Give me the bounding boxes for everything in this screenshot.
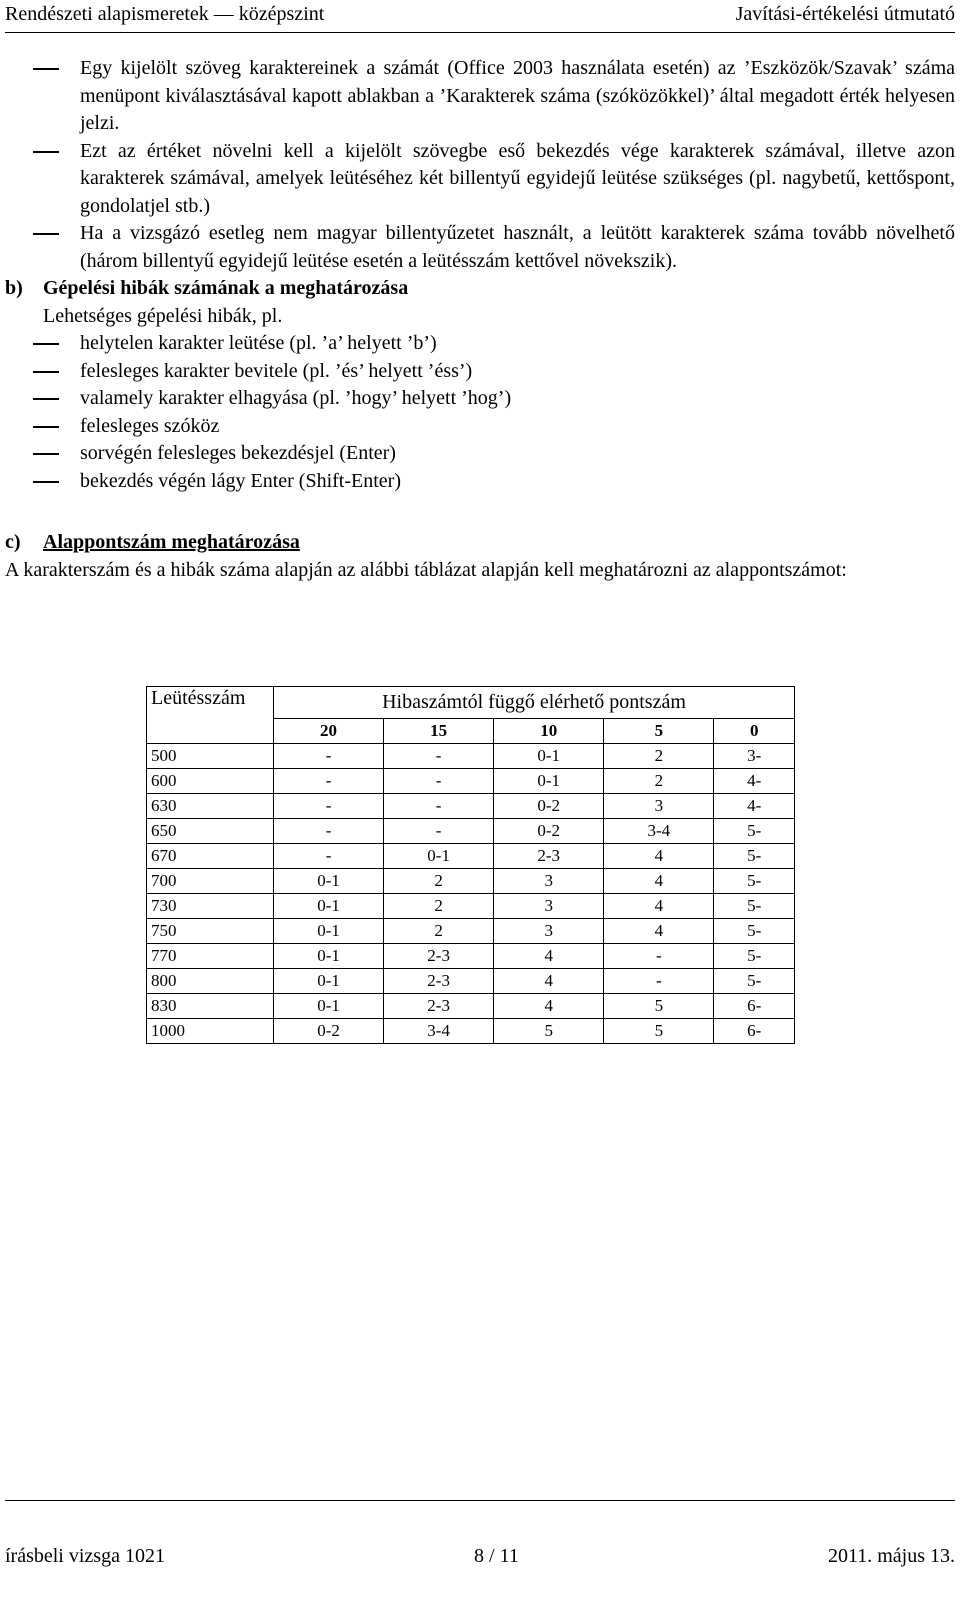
error-header: 10	[494, 719, 604, 744]
score-cell: 5-	[714, 869, 795, 894]
score-cell: 5	[494, 1019, 604, 1044]
table-row	[147, 1019, 795, 1044]
score-cell: 4	[604, 919, 714, 944]
score-cell: -	[604, 969, 714, 994]
intro-item: Egy kijelölt szöveg karaktereinek a számát (Office 2003 használata esetén) az ’Eszközök/Szavak’ száma menüpont kiválasztásával kapott ablakban a ’Karakterek száma (szóközökkel)’ által megadott érték helyesen jelzi.	[5, 55, 955, 138]
page-content	[5, 55, 955, 584]
score-cell: 0-2	[494, 794, 604, 819]
score-cell: -	[384, 794, 494, 819]
table-row	[147, 819, 795, 844]
score-cell: 0-1	[274, 994, 384, 1019]
keystroke-cell: 730	[147, 894, 274, 919]
header-left: Rendészeti alapismeretek — középszint	[5, 3, 325, 25]
table-row	[147, 919, 795, 944]
score-cell: -	[274, 844, 384, 869]
score-cell: 3-4	[384, 1019, 494, 1044]
score-cell: -	[274, 819, 384, 844]
score-cell: 0-1	[274, 869, 384, 894]
score-cell: -	[604, 944, 714, 969]
score-cell: 4	[494, 969, 604, 994]
score-cell: 2	[604, 744, 714, 769]
score-cell: 2	[384, 869, 494, 894]
typo-item: sorvégén felesleges bekezdésjel (Enter)	[5, 440, 955, 468]
keystroke-cell: 750	[147, 919, 274, 944]
score-cell: 0-1	[274, 894, 384, 919]
intro-item: Ezt az értéket növelni kell a kijelölt szövegbe eső bekezdés vége karakterek számával, illetve azon karakterek számával, amelyek leütéséhez két billentyű egyidejű leütése szükséges (pl. nagybetű, kettőspont, gondolatjel stb.)	[5, 138, 955, 221]
score-cell: 4-	[714, 769, 795, 794]
score-cell: 2	[604, 769, 714, 794]
keystroke-cell: 770	[147, 944, 274, 969]
section-c-heading	[5, 529, 955, 557]
score-cell: 0-1	[494, 744, 604, 769]
score-cell: -	[384, 819, 494, 844]
error-header: 5	[604, 719, 714, 744]
table-row	[147, 994, 795, 1019]
table-row	[147, 944, 795, 969]
score-cell: 3	[494, 894, 604, 919]
score-cell: -	[274, 744, 384, 769]
section-c-text: A karakterszám és a hibák száma alapján az alábbi táblázat alapján kell meghatározni az alappontszámot:	[5, 558, 847, 581]
keystroke-cell: 1000	[147, 1019, 274, 1044]
keystroke-cell: 670	[147, 844, 274, 869]
score-cell: 5	[604, 1019, 714, 1044]
table-row	[147, 794, 795, 819]
typo-item: helytelen karakter leütése (pl. ’a’ helyett ’b’)	[5, 330, 955, 358]
score-cell: 6-	[714, 994, 795, 1019]
typo-item: valamely karakter elhagyása (pl. ’hogy’ helyett ’hog’)	[5, 385, 955, 413]
score-cell: -	[384, 744, 494, 769]
table-row	[147, 894, 795, 919]
score-cell: -	[384, 769, 494, 794]
score-table	[146, 686, 795, 1044]
score-cell: 2-3	[384, 994, 494, 1019]
section-b-heading	[5, 275, 955, 303]
typo-item: felesleges szóköz	[5, 413, 955, 441]
score-cell: 4	[494, 944, 604, 969]
keystroke-cell: 800	[147, 969, 274, 994]
score-cell: 2	[384, 919, 494, 944]
section-b-title: Gépelési hibák számának a meghatározása	[43, 277, 409, 299]
score-cell: 5-	[714, 944, 795, 969]
table-row	[147, 869, 795, 894]
page-footer	[5, 1500, 955, 1568]
footer-page-number: 8 / 11	[474, 1545, 519, 1567]
page-header	[5, 0, 955, 33]
keystroke-cell: 700	[147, 869, 274, 894]
score-cell: -	[274, 794, 384, 819]
score-cell: 2-3	[384, 969, 494, 994]
score-cell: 2	[384, 894, 494, 919]
score-cell: 5	[604, 994, 714, 1019]
score-cell: -	[274, 769, 384, 794]
keystroke-cell: 830	[147, 994, 274, 1019]
score-cell: 3	[604, 794, 714, 819]
score-cell: 0-1	[274, 919, 384, 944]
section-c-title: Alappontszám meghatározása	[43, 531, 300, 553]
score-cell: 6-	[714, 1019, 795, 1044]
table-row	[147, 744, 795, 769]
typo-item: bekezdés végén lágy Enter (Shift-Enter)	[5, 468, 955, 496]
keystroke-cell: 500	[147, 744, 274, 769]
col-header-keystrokes: Leütésszám	[147, 687, 274, 744]
score-cell: 3-	[714, 744, 795, 769]
keystroke-cell: 630	[147, 794, 274, 819]
col-header-group: Hibaszámtól függő elérhető pontszám	[274, 687, 795, 719]
error-header: 0	[714, 719, 795, 744]
score-cell: 0-2	[274, 1019, 384, 1044]
section-b-intro: Lehetséges gépelési hibák, pl.	[43, 304, 283, 327]
score-cell: 3	[494, 869, 604, 894]
table-row	[147, 769, 795, 794]
keystroke-cell: 650	[147, 819, 274, 844]
table-row	[147, 969, 795, 994]
score-cell: 5-	[714, 919, 795, 944]
header-right: Javítási-értékelési útmutató	[735, 3, 955, 25]
keystroke-cell: 600	[147, 769, 274, 794]
score-cell: 2-3	[384, 944, 494, 969]
score-cell: 4	[494, 994, 604, 1019]
table-row	[147, 844, 795, 869]
score-cell: 0-2	[494, 819, 604, 844]
section-c-letter: c)	[5, 531, 21, 553]
footer-left: írásbeli vizsga 1021	[5, 1545, 165, 1567]
error-header: 20	[274, 719, 384, 744]
table-body	[147, 744, 795, 1044]
intro-item: Ha a vizsgázó esetleg nem magyar billentyűzetet használt, a leütött karakterek száma tovább növelhető (három billentyű egyidejű leütése esetén a leütésszám kettővel növekszik).	[5, 220, 955, 275]
score-cell: 5-	[714, 894, 795, 919]
error-header: 15	[384, 719, 494, 744]
score-cell: 0-1	[274, 944, 384, 969]
score-cell: 4	[604, 894, 714, 919]
score-cell: 4	[604, 869, 714, 894]
score-cell: 5-	[714, 844, 795, 869]
score-cell: 0-1	[384, 844, 494, 869]
score-cell: 0-1	[274, 969, 384, 994]
footer-right: 2011. május 13.	[827, 1545, 955, 1567]
score-cell: 3-4	[604, 819, 714, 844]
table-header-row	[147, 687, 795, 719]
score-cell: 5-	[714, 969, 795, 994]
score-cell: 2-3	[494, 844, 604, 869]
score-cell: 3	[494, 919, 604, 944]
typo-item: felesleges karakter bevitele (pl. ’és’ helyett ’éss’)	[5, 358, 955, 386]
score-cell: 0-1	[494, 769, 604, 794]
score-cell: 4-	[714, 794, 795, 819]
section-b-letter: b)	[5, 277, 23, 299]
score-cell: 5-	[714, 819, 795, 844]
score-cell: 4	[604, 844, 714, 869]
